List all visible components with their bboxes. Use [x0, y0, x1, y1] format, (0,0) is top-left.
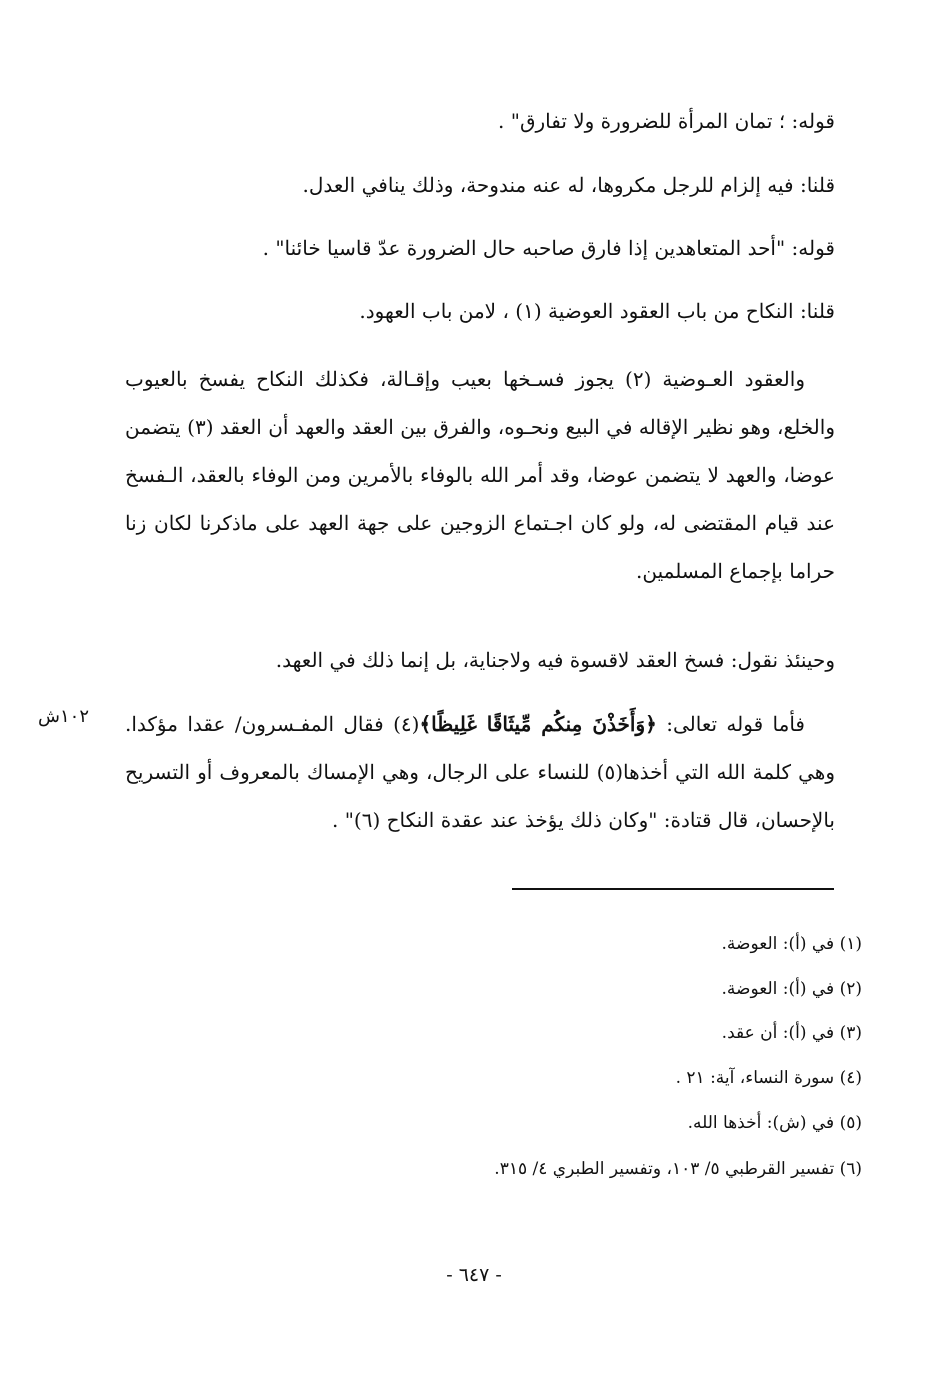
footnote-5: (٥) في (ش): أخذها الله.: [687, 1113, 862, 1133]
footnote-divider: [512, 888, 834, 890]
paragraph-contracts: والعقود العـوضية (٢) يجوز فسـخها بعيب وإقـالة، فكذلك النكاح يفسخ بالعيوب والخلع، وهو نظير الإقاله في البيع ونحـوه، والفرق بين العقد والعهد أن العقد (٣) يتضمن عوضا، والعهد لا يتضمن عوضا، وقد أمر الله بالوفاء بالأمرين ومن الوفاء بالعقد، الـفسخ عند قيام المقتضى له، ولو كان اجـتماع الزوجين على جهة العهد على ماذكرنا لكان زنا حراما بإجماع المسلمين.: [125, 367, 835, 583]
footnote-3: (٣) في (أ): أن عقد.: [721, 1023, 862, 1043]
text-line-3: قوله: "أحد المتعاهدين إذا فارق صاحبه حال الضرورة عدّ قاسيا خائنا" .: [262, 236, 835, 260]
text-line-5: وحينئذ نقول: فسخ العقد لاقسوة فيه ولاجناية، بل إنما ذلك في العهد.: [275, 648, 835, 672]
page-number: - ٦٤٧ -: [446, 1264, 502, 1286]
paragraph-verse: [125, 700, 835, 844]
text-line-1: قوله: ؛ تمان المرأة للضرورة ولا تفارق" .: [498, 109, 835, 133]
quran-verse: ﴿وَأَخَذْنَ مِنكُم مِّيثَاقًا غَلِيظًا﴾: [419, 712, 657, 736]
footnote-4: (٤) سورة النساء، آية: ٢١ .: [675, 1068, 862, 1088]
verse-lead: فأما قوله تعالى:: [656, 712, 805, 736]
footnote-6: (٦) تفسير القرطبي ٥/ ١٠٣، وتفسير الطبري ٤/ ٣١٥.: [494, 1159, 862, 1179]
footnote-2: (٢) في (أ): العوضة.: [721, 979, 862, 999]
text-line-4: قلنا: النكاح من باب العقود العوضية (١) ، لامن باب العهود.: [359, 299, 835, 323]
footnote-1: (١) في (أ): العوضة.: [721, 934, 862, 954]
margin-manuscript-note: ١٠٢ش: [38, 706, 89, 727]
text-line-2: قلنا: فيه إلزام للرجل مكروها، له عنه مندوحة، وذلك ينافي العدل.: [302, 173, 835, 197]
verse-commentary: (٤) فقال المفـسرون/ عقدا مؤكدا. وهي كلمة الله التي أخذها(٥) للنساء على الرجال، وهي الإمساك بالمعروف أو التسريح بالإحسان، قال قتادة: "وكان ذلك يؤخذ عند عقدة النكاح (٦)" .: [125, 712, 835, 832]
